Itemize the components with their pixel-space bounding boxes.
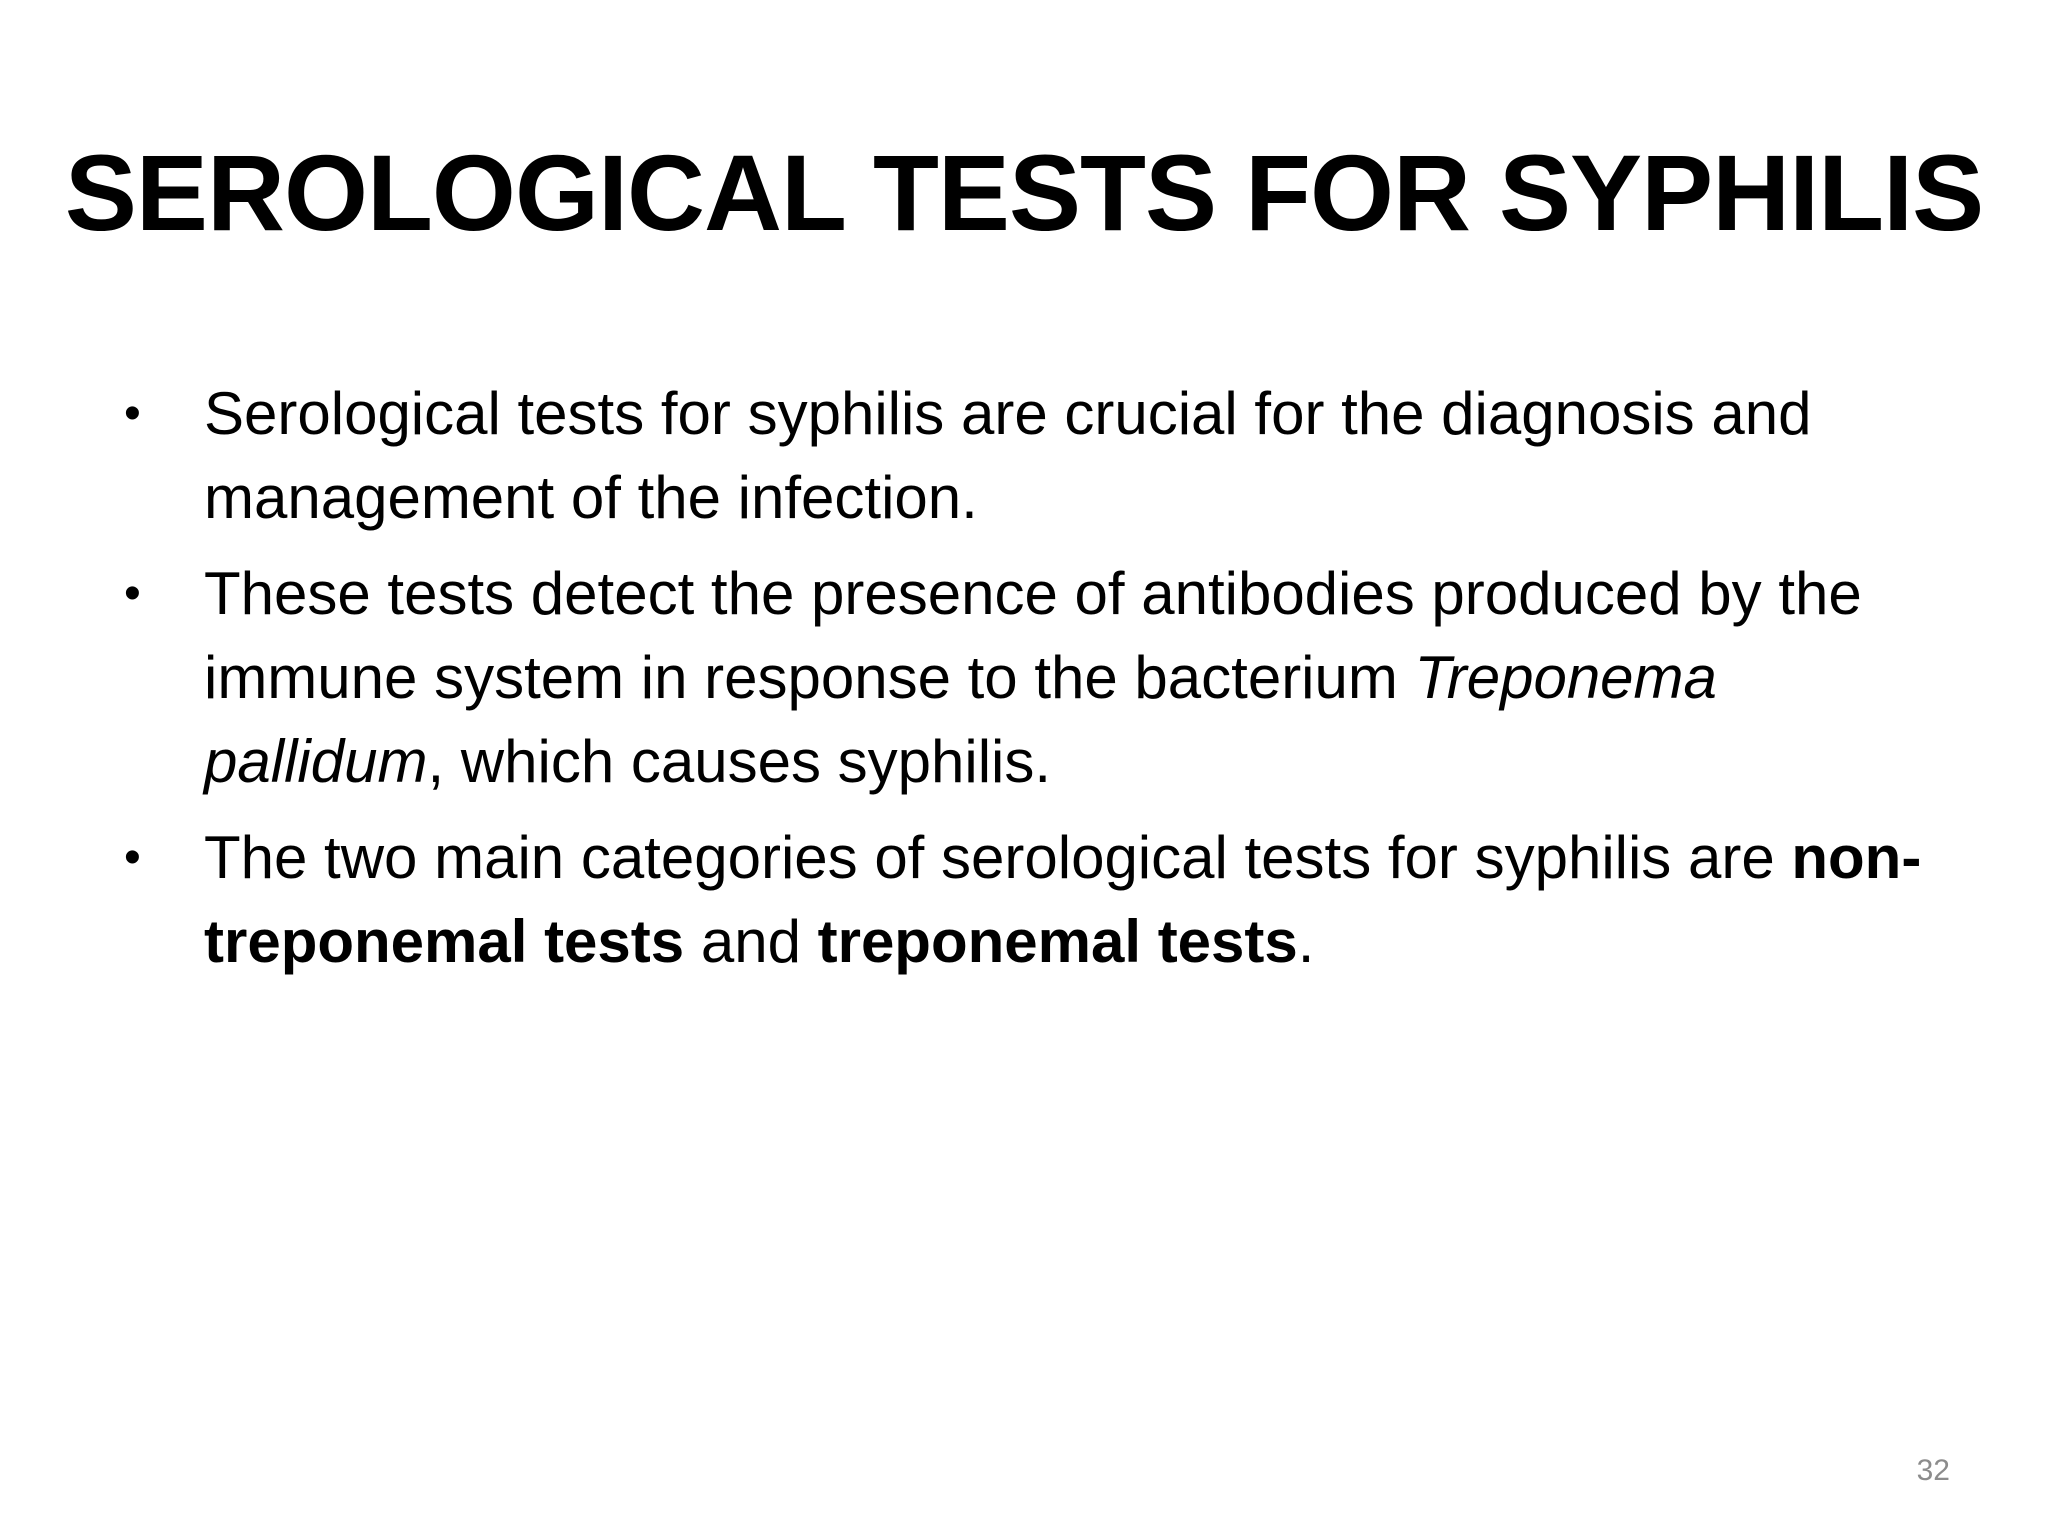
bullet-list [118, 372, 1938, 996]
bullet-item [118, 552, 1938, 804]
bullet-text: . [1297, 908, 1315, 975]
slide-title: SEROLOGICAL TESTS FOR SYPHILIS [64, 132, 1984, 253]
bullet-icon: • [124, 567, 141, 620]
species-name: Treponema pallidum [204, 644, 1717, 795]
emphasized-term: treponemal tests [817, 908, 1298, 975]
bullet-text: The two main categories of serological tests for syphilis are [204, 824, 1792, 891]
bullet-text: These tests detect the presence of antibodies produced by the immune system in response to the bacterium [204, 560, 1862, 711]
bullet-text: , which causes syphilis. [427, 728, 1052, 795]
bullet-icon: • [124, 387, 141, 440]
bullet-text: and [684, 908, 818, 975]
emphasized-term: non-treponemal tests [204, 824, 1922, 975]
bullet-item [118, 816, 1938, 984]
bullet-text: Serological tests for syphilis are crucial for the diagnosis and management of the infection. [204, 380, 1812, 531]
page-number: 32 [1916, 1454, 1950, 1487]
bullet-icon: • [124, 831, 141, 884]
bullet-item [118, 372, 1938, 540]
